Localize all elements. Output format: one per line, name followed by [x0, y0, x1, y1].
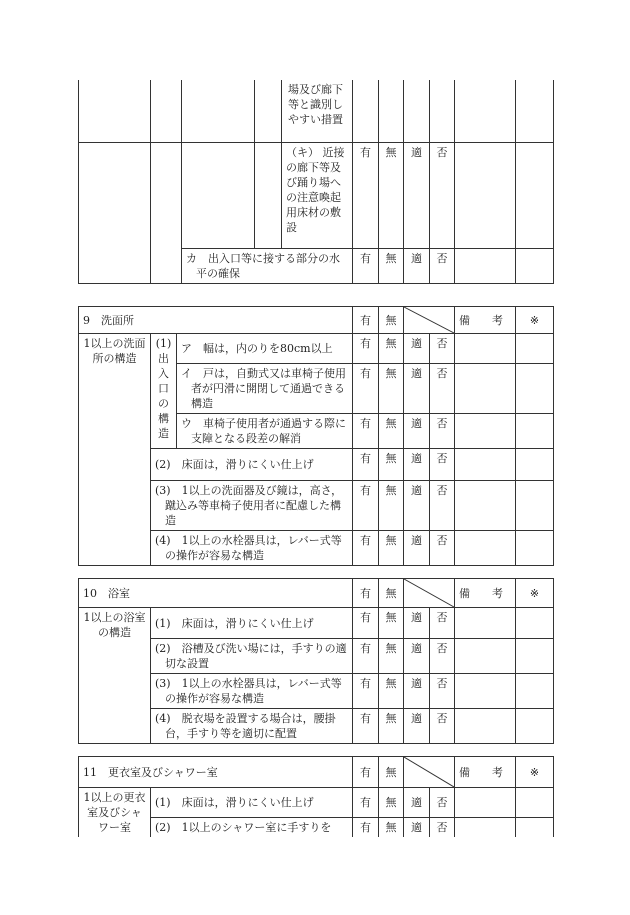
ok-cell: 適	[404, 364, 430, 414]
ng-cell: 否	[430, 481, 455, 531]
s9-row-label: イ 戸は，自動式又は車椅子使用者が円滑に開閉して通過できる構造	[177, 364, 353, 414]
no-cell: 無	[379, 449, 404, 481]
ng-cell: 否	[430, 818, 455, 838]
s9-row-label: ウ 車椅子使用者が通過する際に支障となる段差の解消	[177, 414, 353, 449]
s9-row-label: ア 幅は，内のりを80cm以上	[177, 334, 353, 364]
yes-cell: 有	[353, 142, 379, 248]
continued-text: 場及び廊下等と識別しやすい措置	[282, 80, 353, 142]
ng-cell: 否	[430, 608, 455, 639]
header-mark: ※	[516, 757, 554, 788]
ng-cell: 否	[430, 639, 455, 674]
s9-row-label: (3) 1以上の洗面器及び鏡は，高さ，蹴込み等車椅子使用者に配慮した構造	[151, 481, 353, 531]
s11-row-label: (1) 床面は，滑りにくい仕上げ	[151, 788, 353, 818]
ng-cell: 否	[430, 709, 455, 744]
ok-cell: 適	[404, 788, 430, 818]
no-cell: 無	[379, 248, 404, 283]
header-yes: 有	[353, 757, 379, 788]
ok-cell: 適	[404, 414, 430, 449]
section-9-table	[78, 306, 554, 566]
s9-row-label: (4) 1以上の水栓器具は，レバー式等の操作が容易な構造	[151, 531, 353, 566]
no-cell: 無	[379, 414, 404, 449]
ok-cell: 適	[404, 674, 430, 709]
diagonal-cell	[404, 757, 455, 788]
ok-cell: 適	[404, 481, 430, 531]
ng-cell: 否	[430, 142, 455, 248]
ok-cell: 適	[404, 709, 430, 744]
section-9-title: 9 洗面所	[79, 307, 353, 334]
ng-cell: 否	[430, 449, 455, 481]
yes-cell: 有	[353, 608, 379, 639]
no-cell: 無	[379, 142, 404, 248]
yes-cell: 有	[353, 414, 379, 449]
yes-cell: 有	[353, 364, 379, 414]
yes-cell: 有	[353, 709, 379, 744]
entrance-label-cell	[151, 334, 177, 449]
ok-cell: 適	[404, 818, 430, 838]
header-mark: ※	[516, 579, 554, 608]
yes-cell: 有	[353, 334, 379, 364]
yes-cell: 有	[353, 674, 379, 709]
s10-row-label: (3) 1以上の水栓器具は，レバー式等の操作が容易な構造	[151, 674, 353, 709]
header-no: 無	[379, 579, 404, 608]
header-mark: ※	[516, 307, 554, 334]
section-11-title: 11 更衣室及びシャワー室	[79, 757, 353, 788]
ok-cell: 適	[404, 248, 430, 283]
diagonal-cell	[404, 307, 455, 334]
yes-cell: 有	[353, 449, 379, 481]
header-remarks: 備 考	[455, 307, 516, 334]
header-no: 無	[379, 757, 404, 788]
ok-cell: 適	[404, 608, 430, 639]
no-cell: 無	[379, 531, 404, 566]
header-no: 無	[379, 307, 404, 334]
no-cell: 無	[379, 481, 404, 531]
s10-row-label: (2) 浴槽及び洗い場には，手すりの適切な設置	[151, 639, 353, 674]
continued-table	[78, 80, 554, 284]
section-9-left-label: 1以上の洗面所の構造	[79, 334, 151, 566]
no-cell: 無	[379, 334, 404, 364]
yes-cell: 有	[353, 818, 379, 838]
item-ki-label: （キ） 近接の廊下等及び踊り場への注意喚起用床材の敷設	[282, 142, 353, 248]
ok-cell: 適	[404, 531, 430, 566]
yes-cell: 有	[353, 531, 379, 566]
ok-cell: 適	[404, 639, 430, 674]
s10-row-label: (1) 床面は，滑りにくい仕上げ	[151, 608, 353, 639]
header-remarks: 備 考	[455, 579, 516, 608]
entrance-number: (1)	[155, 337, 172, 350]
header-yes: 有	[353, 579, 379, 608]
ok-cell: 適	[404, 142, 430, 248]
ok-cell: 適	[404, 449, 430, 481]
section-10-left-label: 1以上の浴室の構造	[79, 608, 151, 744]
item-ka-label: カ 出入口等に接する部分の水平の確保	[182, 248, 353, 283]
entrance-label: 出入口の構造	[158, 352, 169, 440]
header-remarks: 備 考	[455, 757, 516, 788]
ng-cell: 否	[430, 531, 455, 566]
yes-cell: 有	[353, 639, 379, 674]
s9-row-label: (2) 床面は，滑りにくい仕上げ	[151, 449, 353, 481]
s11-row-label: (2) 1以上のシャワー室に手すりを	[151, 818, 353, 838]
no-cell: 無	[379, 818, 404, 838]
section-10-title: 10 浴室	[79, 579, 353, 608]
yes-cell: 有	[353, 248, 379, 283]
ng-cell: 否	[430, 248, 455, 283]
no-cell: 無	[379, 709, 404, 744]
header-yes: 有	[353, 307, 379, 334]
ng-cell: 否	[430, 364, 455, 414]
section-11-table	[78, 756, 554, 837]
ng-cell: 否	[430, 334, 455, 364]
ng-cell: 否	[430, 414, 455, 449]
diagonal-cell	[404, 579, 455, 608]
yes-cell: 有	[353, 788, 379, 818]
s10-row-label: (4) 脱衣場を設置する場合は，腰掛台，手すり等を適切に配置	[151, 709, 353, 744]
no-cell: 無	[379, 639, 404, 674]
yes-cell: 有	[353, 481, 379, 531]
ok-cell: 適	[404, 334, 430, 364]
ng-cell: 否	[430, 674, 455, 709]
no-cell: 無	[379, 364, 404, 414]
ng-cell: 否	[430, 788, 455, 818]
no-cell: 無	[379, 674, 404, 709]
section-11-left-label: 1以上の更衣室及びシャワー室	[79, 788, 151, 838]
section-10-table	[78, 578, 554, 744]
no-cell: 無	[379, 788, 404, 818]
no-cell: 無	[379, 608, 404, 639]
